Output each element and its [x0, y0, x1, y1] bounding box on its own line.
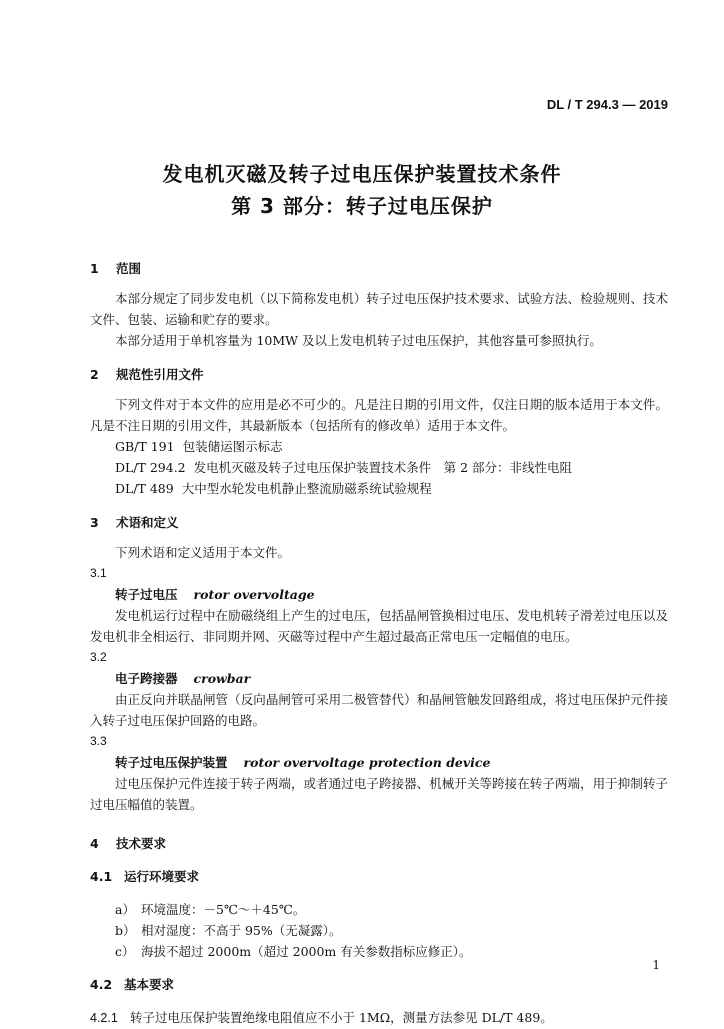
section-number: 3 — [90, 515, 99, 530]
reference-title: 大中型水轮发电机静止整流励磁系统试验规程 — [181, 481, 432, 496]
section-title: 范围 — [116, 261, 142, 276]
section-scope — [90, 258, 668, 351]
page-number: 1 — [652, 958, 660, 972]
term-heading — [90, 668, 668, 689]
section-normative-references — [90, 364, 668, 499]
term-heading — [90, 752, 668, 773]
reference-item — [90, 436, 668, 457]
reference-item — [90, 478, 668, 499]
term-zh: 转子过电压保护装置 — [115, 755, 228, 770]
section-title: 技术要求 — [116, 836, 167, 851]
section-title: 规范性引用文件 — [116, 367, 204, 382]
list-label: b） — [115, 923, 136, 938]
subsection-number: 4.2 — [90, 977, 113, 992]
section-heading — [90, 258, 668, 279]
clause-paragraph — [90, 1007, 668, 1029]
list-text: 相对湿度：不高于 95%（无凝露）。 — [141, 923, 342, 938]
term-en: rotor overvoltage — [193, 587, 315, 602]
section-heading — [90, 833, 668, 854]
reference-title: 发电机灭磁及转子过电压保护装置技术条件 第 2 部分：非线性电阻 — [193, 460, 573, 475]
section-number: 2 — [90, 367, 99, 382]
section-terms — [90, 512, 668, 815]
term-number: 3.1 — [90, 566, 107, 580]
term-en: rotor overvoltage protection device — [243, 755, 491, 770]
section-heading — [90, 512, 668, 533]
reference-code: GB/T 191 — [115, 439, 175, 454]
reference-code: DL/T 489 — [115, 481, 174, 496]
section-heading — [90, 364, 668, 385]
reference-item — [90, 457, 668, 478]
list-item — [90, 920, 668, 941]
term-en: crowbar — [193, 671, 251, 686]
term-definition: 过电压保护元件连接于转子两端，或者通过电子跨接器、机械开关等跨接在转子两端，用于抑制转子过电压幅值的装置。 — [90, 776, 668, 812]
term-zh: 转子过电压 — [115, 587, 178, 602]
term-definition: 发电机运行过程中在励磁绕组上产生的过电压，包括晶闸管换相过电压、发电机转子滑差过电压以及发电机非全相运行、非同期并网、灭磁等过程中产生超过最高正常电压一定幅值的电压。 — [90, 608, 668, 644]
term-number: 3.3 — [90, 734, 107, 748]
list-item — [90, 899, 668, 920]
subsection-heading — [90, 974, 668, 995]
list-label: a） — [115, 902, 135, 917]
section-technical-requirements — [90, 833, 668, 1029]
subsection-number: 4.1 — [90, 869, 113, 884]
paragraph: 本部分适用于单机容量为 10MW 及以上发电机转子过电压保护，其他容量可参照执行。 — [115, 333, 603, 348]
list-text: 海拔不超过 2000m（超过 2000m 有关参数指标应修正）。 — [141, 944, 472, 959]
document-title: 发电机灭磁及转子过电压保护装置技术条件 — [162, 162, 562, 186]
clause-text: 转子过电压保护装置绝缘电阻值应不小于 1MΩ，测量方法参见 DL/T 489。 — [130, 1010, 553, 1025]
list-text: 环境温度：－5℃～＋45℃。 — [141, 902, 306, 917]
document-body — [90, 258, 668, 1029]
reference-title: 包装储运图示标志 — [182, 439, 283, 454]
list-item — [90, 941, 668, 962]
term-heading — [90, 584, 668, 605]
term-zh: 电子跨接器 — [115, 671, 178, 686]
section-number: 1 — [90, 261, 99, 276]
standard-code: DL / T 294.3 — 2019 — [546, 97, 668, 112]
paragraph: 本部分规定了同步发电机（以下简称发电机）转子过电压保护技术要求、试验方法、检验规则、技术文件、包装、运输和贮存的要求。 — [90, 291, 668, 327]
section-title: 术语和定义 — [116, 515, 179, 530]
reference-code: DL/T 294.2 — [115, 460, 186, 475]
subsection-title: 基本要求 — [124, 977, 175, 992]
list-label: c） — [115, 944, 135, 959]
subsection-title: 运行环境要求 — [124, 869, 200, 884]
clause-number: 4.2.1 — [90, 1011, 118, 1025]
term-number: 3.2 — [90, 650, 107, 664]
document-subtitle: 第 3 部分：转子过电压保护 — [231, 194, 493, 218]
paragraph: 下列文件对于本文件的应用是必不可少的。凡是注日期的引用文件，仅注日期的版本适用于本文件。凡是不注日期的引用文件，其最新版本（包括所有的修改单）适用于本文件。 — [90, 397, 668, 433]
paragraph: 下列术语和定义适用于本文件。 — [115, 545, 291, 560]
term-definition: 由正反向并联晶闸管（反向晶闸管可采用二极管替代）和晶闸管触发回路组成，将过电压保护元件接入转子过电压保护回路的电路。 — [90, 692, 668, 728]
section-number: 4 — [90, 836, 99, 851]
subsection-heading — [90, 866, 668, 887]
